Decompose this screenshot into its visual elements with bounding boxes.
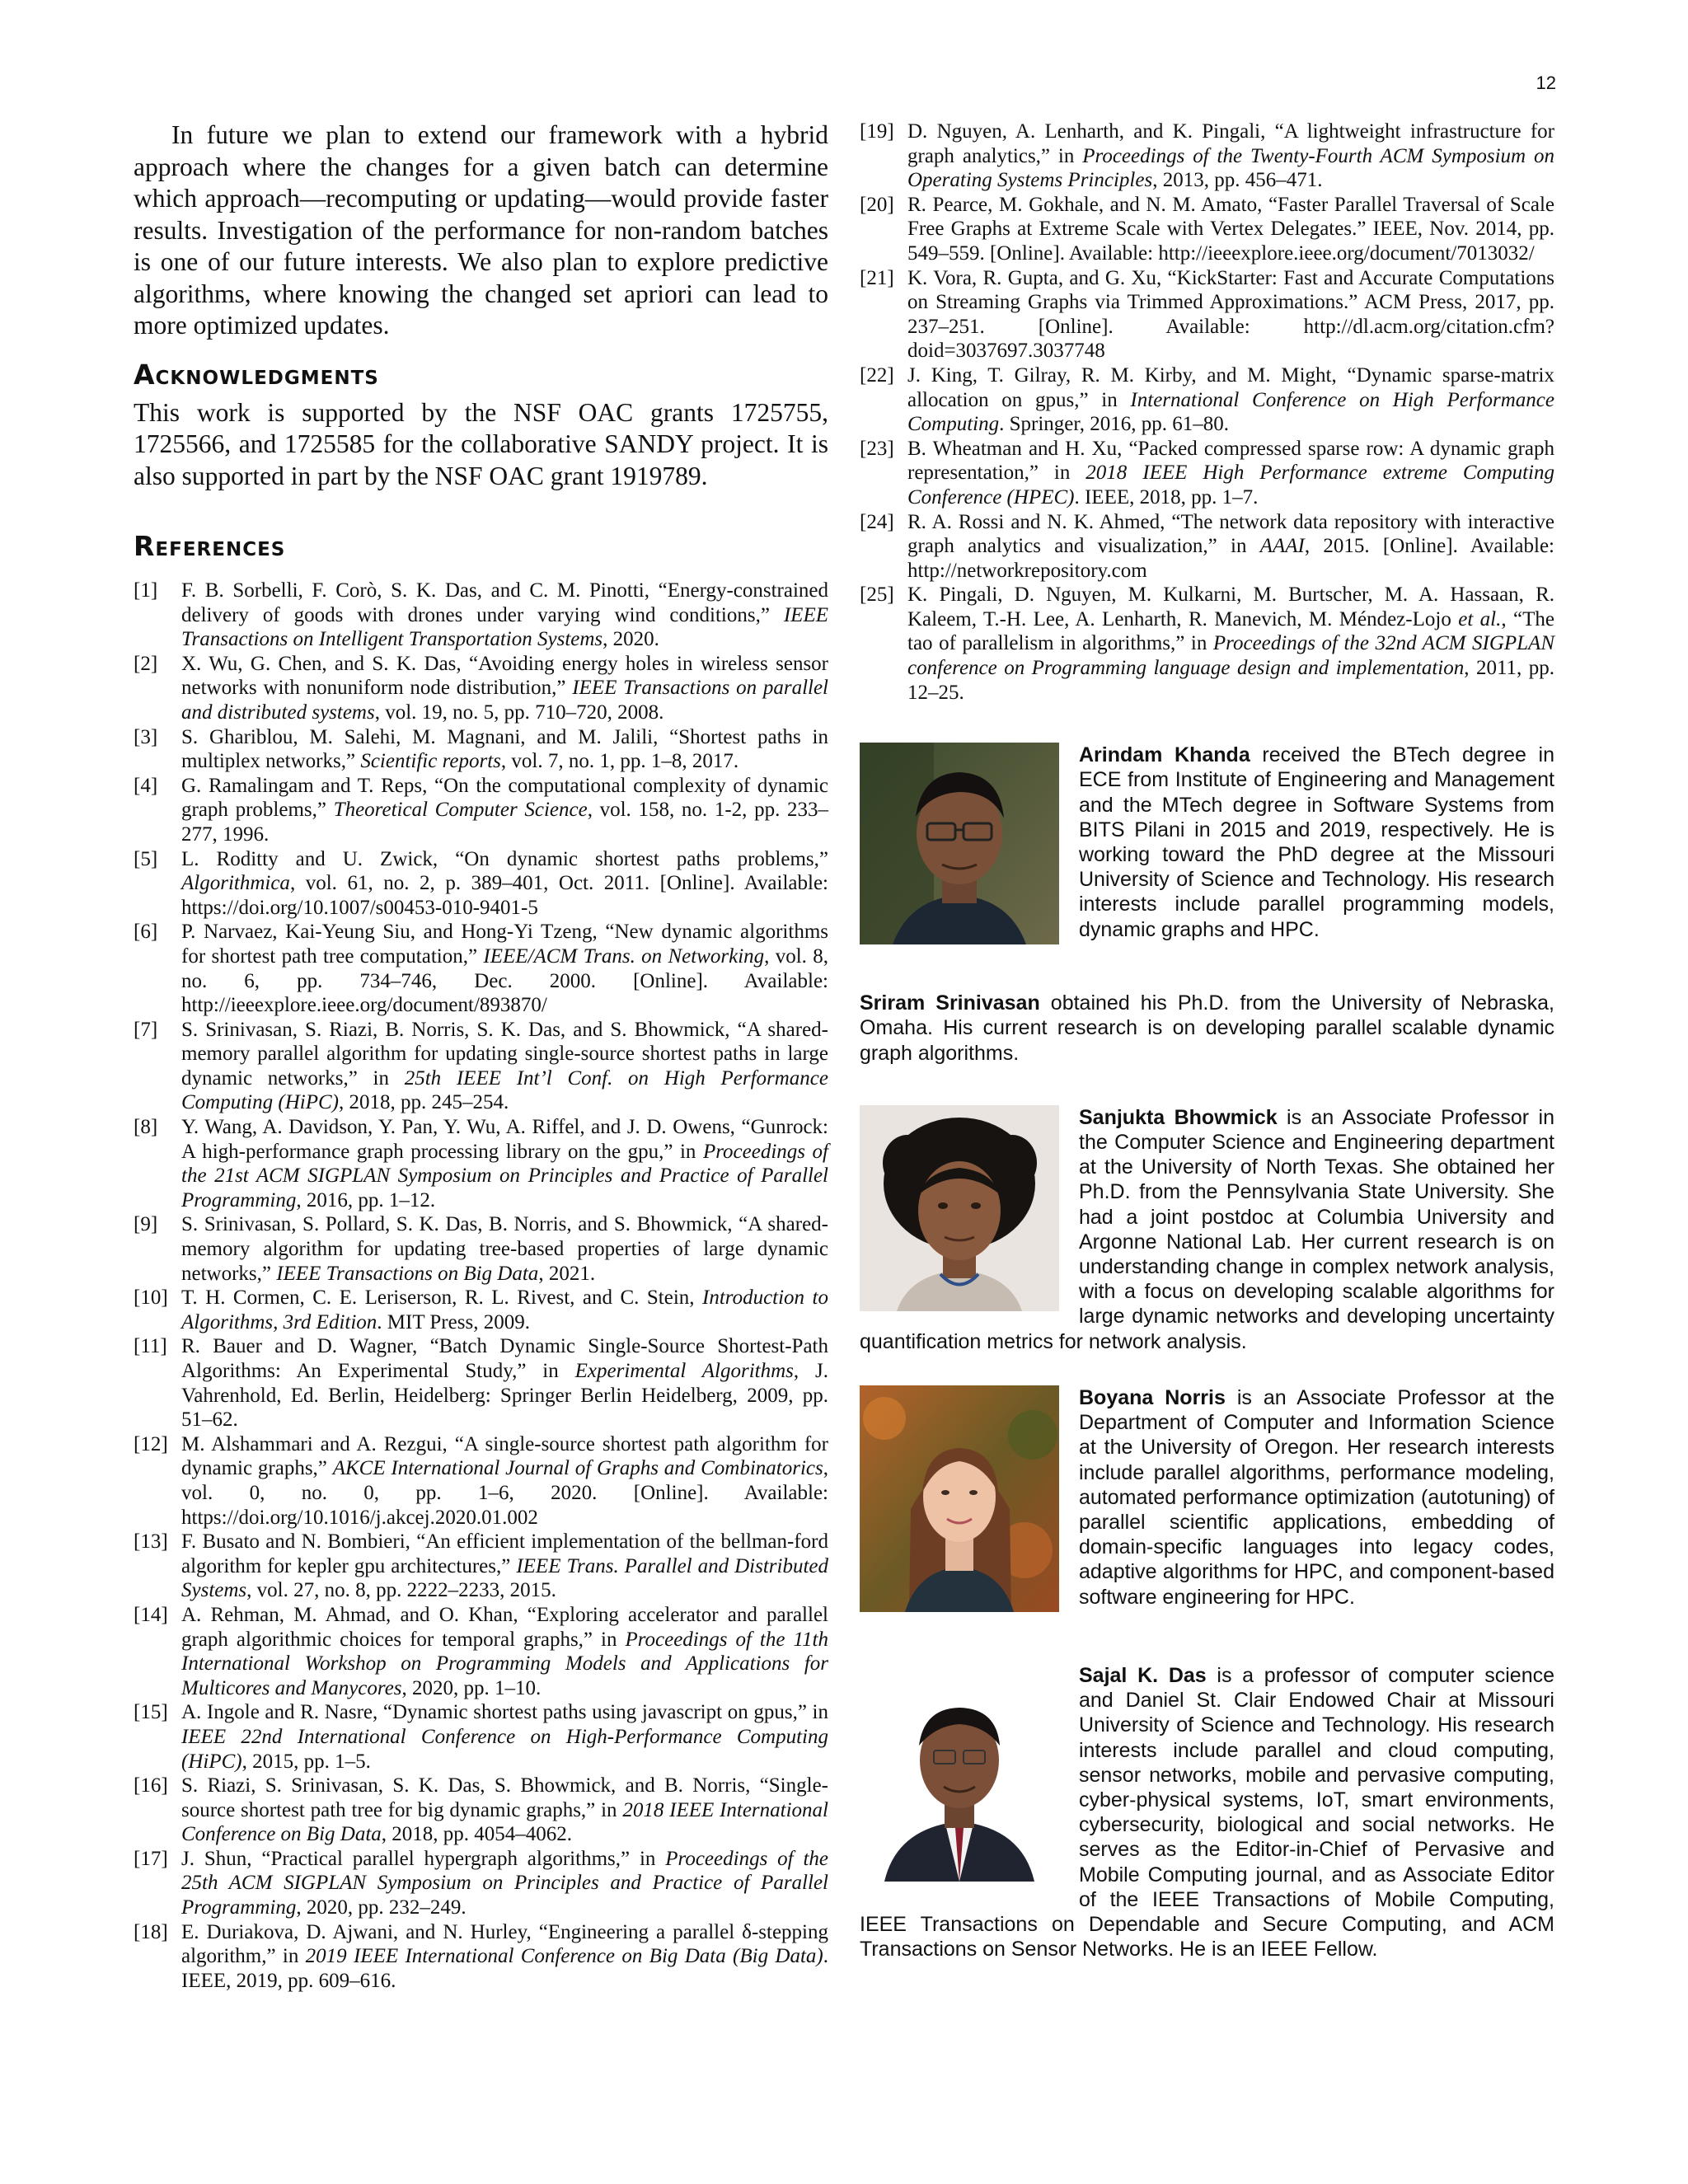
author-photo-khanda xyxy=(860,743,1059,944)
reference-segment: F. Busato and N. Bombieri, “An efficient implementation of the bellman-ford algorithm for kepler gpu architectures,” xyxy=(181,1530,828,1577)
reference-segment: E. Duriakova, D. Ajwani, and N. Hurley, “Engineering a parallel δ-stepping algorithm,” in xyxy=(181,1920,828,1968)
reference-number: [21] xyxy=(860,266,894,289)
reference-item xyxy=(134,847,828,921)
reference-item xyxy=(134,1115,828,1212)
reference-venue: Introduction to Algorithms, 3rd Edition xyxy=(181,1286,828,1333)
reference-item xyxy=(134,725,828,774)
reference-segment: , 2015. [Online]. Available: http://networkrepository.com xyxy=(907,535,1554,582)
reference-venue: IEEE Transactions on Big Data xyxy=(276,1262,539,1285)
reference-item xyxy=(134,1530,828,1603)
reference-segment: R. Bauer and D. Wagner, “Batch Dynamic Single-Source Shortest-Path Algorithms: An Experimental Study,” in xyxy=(181,1335,828,1382)
reference-venue: Proceedings of the 21st ACM SIGPLAN Symposium on Principles and Practice of Parallel Programming xyxy=(181,1140,828,1212)
reference-item xyxy=(134,652,828,725)
reference-venue: IEEE Trans. Parallel and Distributed Systems xyxy=(181,1554,828,1602)
reference-segment: S. Srinivasan, S. Pollard, S. K. Das, B. Norris, and S. Bhowmick, “A shared-memory algorithm for updating tree-based properties of large dynamic networks,” xyxy=(181,1213,828,1285)
reference-number: [11] xyxy=(134,1335,167,1358)
reference-segment: F. B. Sorbelli, F. Corò, S. K. Das, and C. M. Pinotti, “Energy-constrained delivery of goods with drones under varying wind conditions,” xyxy=(181,579,828,626)
bio-name: Boyana Norris xyxy=(1079,1385,1226,1409)
reference-segment: X. Wu, G. Chen, and S. K. Das, “Avoiding energy holes in wireless sensor networks with nonuniform node distribution,” xyxy=(181,652,828,700)
reference-text xyxy=(181,1286,828,1334)
reference-segment: , vol. 158, no. 1-2, pp. 233–277, 1996. xyxy=(181,799,828,846)
reference-venue: AKCE International Journal of Graphs and Combinatorics xyxy=(332,1457,823,1480)
reference-item xyxy=(134,1334,828,1432)
reference-segment: , vol. 8, no. 6, pp. 734–746, Dec. 2000. [Online]. Available: http://ieeexplore.ieee.org/document/893870/ xyxy=(181,944,829,1017)
reference-segment: , vol. 0, no. 0, pp. 1–6, 2020. [Online]. Available: https://doi.org/10.1016/j.akcej.2020.01.002 xyxy=(181,1457,828,1529)
reference-number: [4] xyxy=(134,774,158,797)
reference-text xyxy=(181,1018,828,1115)
bio-name: Sriram Srinivasan xyxy=(860,991,1040,1015)
reference-number: [13] xyxy=(134,1530,168,1554)
author-photo-das xyxy=(860,1663,1059,1882)
reference-item xyxy=(134,1847,828,1920)
reference-segment: . IEEE, 2018, pp. 1–7. xyxy=(1074,485,1259,509)
reference-segment: S. Ghariblou, M. Salehi, M. Magnani, and M. Jalili, “Shortest paths in multiplex networks,” xyxy=(181,725,828,773)
left-column xyxy=(134,120,828,1993)
reference-number: [15] xyxy=(134,1701,168,1724)
reference-venue: AAAI xyxy=(1259,535,1305,558)
reference-text xyxy=(181,1115,828,1212)
bio-text: received the BTech degree in ECE from Institute of Engineering and Management and the MTech degree in Software Systems from BITS Pilani in 2015 and 2019, respectively. He is working toward the PhD degree at the Missouri University of Science and Technology. His research interests include parallel programming models, dynamic graphs and HPC. xyxy=(1079,743,1554,941)
reference-number: [22] xyxy=(860,363,894,387)
reference-venue: Scientific reports xyxy=(360,750,501,773)
bio-name: Sanjukta Bhowmick xyxy=(1079,1105,1278,1129)
reference-text xyxy=(181,1530,828,1603)
reference-segment: , vol. 19, no. 5, pp. 710–720, 2008. xyxy=(374,701,664,724)
reference-text xyxy=(907,266,1554,363)
reference-item xyxy=(860,437,1554,510)
reference-item xyxy=(134,1212,828,1286)
reference-segment: . Springer, 2016, pp. 61–80. xyxy=(999,413,1229,436)
page-number: 12 xyxy=(1536,73,1556,93)
reference-number: [18] xyxy=(134,1920,168,1943)
reference-number: [9] xyxy=(134,1213,158,1236)
reference-segment: A. Rehman, M. Ahmad, and O. Khan, “Exploring accelerator and parallel graph algorithmic choices for temporal graphs,” in xyxy=(181,1603,828,1651)
reference-segment: S. Riazi, S. Srinivasan, S. K. Das, S. Bhowmick, and B. Norris, “Single-source shortest path tree for big dynamic graphs,” in xyxy=(181,1774,828,1821)
reference-segment: , 2013, pp. 456–471. xyxy=(1152,169,1323,192)
reference-number: [6] xyxy=(134,921,158,944)
bio-text: obtained his Ph.D. from the University of Nebraska, Omaha. His current research is on developing parallel scalable dynamic graph algorithms. xyxy=(860,991,1554,1065)
reference-venue: Proceedings of the 11th International Workshop on Programming Models and Applications for Multicores and Manycores xyxy=(181,1628,828,1699)
reference-number: [24] xyxy=(860,510,894,533)
reference-segment: , “The tao of parallelism in algorithms,” in xyxy=(907,607,1554,655)
reference-segment: G. Ramalingam and T. Reps, “On the computational complexity of dynamic graph problems,” xyxy=(181,774,828,822)
reference-segment: T. H. Cormen, C. E. Leriserson, R. L. Rivest, and C. Stein, xyxy=(181,1286,702,1310)
reference-text xyxy=(181,1920,828,1994)
bio-boyana-norris xyxy=(860,1385,1554,1619)
reference-text xyxy=(907,193,1554,266)
reference-item xyxy=(860,583,1554,705)
reference-item xyxy=(860,193,1554,266)
reference-venue: Proceedings of the Twenty-Fourth ACM Symposium on Operating Systems Principles xyxy=(907,144,1554,192)
reference-segment: . MIT Press, 2009. xyxy=(377,1310,530,1333)
reference-item xyxy=(134,1432,828,1530)
bio-name: Arindam Khanda xyxy=(1079,743,1250,767)
reference-number: [14] xyxy=(134,1603,168,1626)
reference-segment: , 2018, pp. 4054–4062. xyxy=(381,1823,573,1846)
reference-item xyxy=(860,363,1554,437)
reference-text xyxy=(907,363,1554,437)
reference-number: [10] xyxy=(134,1286,168,1310)
reference-segment: , 2015, pp. 1–5. xyxy=(241,1750,371,1773)
reference-number: [16] xyxy=(134,1774,168,1797)
reference-text xyxy=(181,1700,828,1774)
reference-segment: , vol. 61, no. 2, p. 389–401, Oct. 2011. [Online]. Available: https://doi.org/10.1007/s00453-010-9401-5 xyxy=(181,872,828,919)
acknowledgments-heading: Acknowledgments xyxy=(134,358,379,391)
bio-sanjukta-bhowmick xyxy=(860,1105,1554,1354)
reference-number: [2] xyxy=(134,652,158,675)
reference-segment: , 2018, pp. 245–254. xyxy=(338,1091,509,1114)
reference-item xyxy=(134,1286,828,1334)
intro-paragraph: In future we plan to extend our framework with a hybrid approach where the changes for a given batch can determine which approach—recomputing or updating—would provide faster results. Investigation of the performance for non-random batches is one of our future interests. We also plan to explore predictive algorithms, where knowing the changed set apriori can lead to more optimized updates. xyxy=(134,120,828,340)
reference-venue: Proceedings of the 32nd ACM SIGPLAN conference on Programming language design and implementation xyxy=(907,632,1554,680)
reference-segment: L. Roditty and U. Zwick, “On dynamic shortest paths problems,” xyxy=(181,847,828,870)
reference-segment: , 2020, pp. 1–10. xyxy=(401,1676,542,1699)
reference-text xyxy=(181,1774,828,1847)
reference-segment: J. Shun, “Practical parallel hypergraph algorithms,” in xyxy=(181,1847,666,1870)
reference-segment: K. Pingali, D. Nguyen, M. Kulkarni, M. Burtscher, M. A. Hassaan, R. Kaleem, T.-H. Lee, A. Lenharth, R. Manevich, M. Méndez-Lojo xyxy=(907,583,1554,630)
reference-text xyxy=(907,120,1554,193)
reference-venue: Proceedings of the 25th ACM SIGPLAN Symposium on Principles and Practice of Parallel Programming xyxy=(181,1847,829,1919)
reference-item xyxy=(860,266,1554,363)
reference-text xyxy=(181,579,828,652)
reference-number: [23] xyxy=(860,437,894,460)
reference-segment: , vol. 7, no. 1, pp. 1–8, 2017. xyxy=(500,750,739,773)
reference-segment: R. Pearce, M. Gokhale, and N. M. Amato, “Faster Parallel Traversal of Scale Free Graphs at Extreme Scale with Vertex Delegates.” IEEE, Nov. 2014, pp. 549–559. [Online]. Available: http://ieeexplore.ieee.org/document/7013032/ xyxy=(907,193,1554,265)
bio-name: Sajal K. Das xyxy=(1079,1663,1207,1687)
reference-item xyxy=(134,1018,828,1115)
reference-segment: P. Narvaez, Kai-Yeung Siu, and Hong-Yi Tzeng, “New dynamic algorithms for shortest path tree computation,” xyxy=(181,921,828,968)
reference-text xyxy=(181,920,828,1017)
reference-item xyxy=(860,510,1554,583)
reference-text xyxy=(907,510,1554,583)
reference-segment: , 2021. xyxy=(538,1262,596,1285)
author-photo-norris xyxy=(860,1385,1059,1612)
bio-sriram-srinivasan xyxy=(860,991,1554,1066)
reference-segment: D. Nguyen, A. Lenharth, and K. Pingali, “A lightweight infrastructure for graph analytics,” in xyxy=(907,120,1554,167)
reference-text xyxy=(181,1212,828,1286)
reference-number: [5] xyxy=(134,847,158,870)
reference-segment: J. King, T. Gilray, R. M. Kirby, and M. Might, “Dynamic sparse-matrix allocation on gpus,” in xyxy=(907,363,1554,411)
reference-number: [20] xyxy=(860,193,894,216)
reference-segment: K. Vora, R. Gupta, and G. Xu, “KickStarter: Fast and Accurate Computations on Streaming Graphs via Trimmed Approximations.” ACM Press, 2017, pp. 237–251. [Online]. Available: http://dl.acm.org/citation.cfm?doid=3037697.3037748 xyxy=(907,266,1554,363)
reference-venue: IEEE Transactions on Intelligent Transportation Systems xyxy=(181,603,828,651)
reference-item xyxy=(134,579,828,652)
reference-list-left xyxy=(134,579,828,1993)
reference-text xyxy=(907,437,1554,510)
reference-number: [8] xyxy=(134,1116,158,1139)
reference-segment: Y. Wang, A. Davidson, Y. Pan, Y. Wu, A. Riffel, and J. D. Owens, “Gunrock: A high-performance graph processing library on the gpu,” in xyxy=(181,1116,828,1163)
reference-segment: , 2011, pp. 12–25. xyxy=(907,657,1554,704)
reference-segment: B. Wheatman and H. Xu, “Packed compressed sparse row: A dynamic graph representation,” in xyxy=(907,437,1554,485)
reference-item xyxy=(860,120,1554,193)
reference-segment: , 2020, pp. 232–249. xyxy=(296,1896,467,1919)
bio-arindam-khanda xyxy=(860,743,1554,951)
reference-text xyxy=(907,583,1554,705)
reference-text xyxy=(181,1334,828,1432)
reference-venue: IEEE 22nd International Conference on High-Performance Computing (HiPC) xyxy=(181,1725,828,1773)
reference-segment: , 2016, pp. 1–12. xyxy=(296,1188,436,1212)
reference-text xyxy=(181,1603,828,1700)
reference-number: [3] xyxy=(134,725,158,748)
reference-item xyxy=(134,1603,828,1700)
reference-number: [1] xyxy=(134,579,158,602)
acknowledgments-text: This work is supported by the NSF OAC grants 1725755, 1725566, and 1725585 for the collaborative SANDY project. It is also supported in part by the NSF OAC grant 1919789. xyxy=(134,397,828,490)
bio-sajal-das xyxy=(860,1663,1554,1961)
reference-venue: IEEE Transactions on parallel and distributed systems xyxy=(181,677,828,724)
reference-item xyxy=(134,774,828,847)
reference-text xyxy=(181,652,828,725)
reference-venue: Algorithmica xyxy=(181,872,290,895)
reference-text xyxy=(181,847,828,921)
reference-venue: 2018 IEEE International Conference on Big Data xyxy=(181,1798,828,1846)
reference-segment: R. A. Rossi and N. K. Ahmed, “The network data repository with interactive graph analytics and visualization,” in xyxy=(907,510,1554,558)
reference-number: [25] xyxy=(860,583,894,607)
references-heading: References xyxy=(134,530,286,562)
bio-text: is an Associate Professor in the Computer Science and Engineering department at the University of North Texas. She obtained her Ph.D. from the Pennsylvania State University. She had a joint postdoc at Columbia University and Argonne National Lab. Her current research is on understanding change in complex network analysis, with a focus on developing scalable algorithms for large dynamic networks and developing uncertainty quantification metrics for network analysis. xyxy=(860,1105,1554,1353)
reference-venue: 2019 IEEE International Conference on Big Data (Big Data) xyxy=(305,1945,823,1968)
reference-segment: , J. Vahrenhold, Ed. Berlin, Heidelberg: Springer Berlin Heidelberg, 2009, pp. 51–62. xyxy=(181,1360,829,1432)
reference-venue: et al. xyxy=(1458,607,1502,630)
right-column xyxy=(860,120,1554,1961)
reference-number: [7] xyxy=(134,1018,158,1041)
reference-venue: Experimental Algorithms xyxy=(574,1360,794,1382)
reference-segment: S. Srinivasan, S. Riazi, B. Norris, S. K. Das, and S. Bhowmick, “A shared-memory parallel algorithm for updating single-source shortest paths in large dynamic networks,” in xyxy=(181,1018,828,1090)
reference-text xyxy=(181,725,828,774)
reference-item xyxy=(134,920,828,1017)
reference-venue: 2018 IEEE High Performance extreme Computing Conference (HPEC) xyxy=(907,462,1554,509)
reference-text xyxy=(181,1847,828,1920)
reference-item xyxy=(134,1774,828,1847)
reference-number: [12] xyxy=(134,1432,168,1455)
reference-venue: 25th IEEE Int’l Conf. on High Performance Computing (HiPC) xyxy=(181,1066,829,1114)
reference-number: [17] xyxy=(134,1847,168,1870)
reference-segment: A. Ingole and R. Nasre, “Dynamic shortest paths using javascript on gpus,” in xyxy=(181,1701,828,1724)
reference-venue: IEEE/ACM Trans. on Networking xyxy=(483,944,765,968)
author-photo-bhowmick xyxy=(860,1105,1059,1311)
reference-text xyxy=(181,774,828,847)
reference-number: [19] xyxy=(860,120,894,143)
reference-item xyxy=(134,1700,828,1774)
reference-segment: . IEEE, 2019, pp. 609–616. xyxy=(181,1945,828,1992)
reference-venue: Theoretical Computer Science xyxy=(333,799,588,822)
bio-text: is a professor of computer science and Daniel St. Clair Endowed Chair at Missouri University of Science and Technology. His research interests include parallel and cloud computing, sensor networks, mobile and pervasive computing, cyber-physical systems, IoT, smart environments, cybersecurity, biological and social networks. He serves as the Editor-in-Chief of Pervasive and Mobile Computing journal, and as Associate Editor of the IEEE Transactions of Mobile Computing, IEEE Transactions on Dependable and Secure Computing, and ACM Transactions on Sensor Networks. He is an IEEE Fellow. xyxy=(860,1663,1554,1961)
reference-venue: International Conference on High Performance Computing xyxy=(907,388,1554,436)
reference-segment: , 2020. xyxy=(603,628,659,651)
reference-text xyxy=(181,1432,828,1530)
reference-segment: , vol. 27, no. 8, pp. 2222–2233, 2015. xyxy=(246,1579,556,1602)
bio-text: is an Associate Professor at the Department of Computer and Information Science at the University of Oregon. Her research interests include parallel algorithms, performance modeling, automated performance optimization (autotuning) of parallel scientific applications, embedding of domain-specific languages into legacy codes, adaptive algorithms for HPC, and component-based software engineering for HPC. xyxy=(1079,1385,1554,1609)
reference-list-right xyxy=(860,120,1554,705)
reference-item xyxy=(134,1920,828,1994)
reference-segment: M. Alshammari and A. Rezgui, “A single-source shortest path algorithm for dynamic graphs,” xyxy=(181,1432,828,1480)
